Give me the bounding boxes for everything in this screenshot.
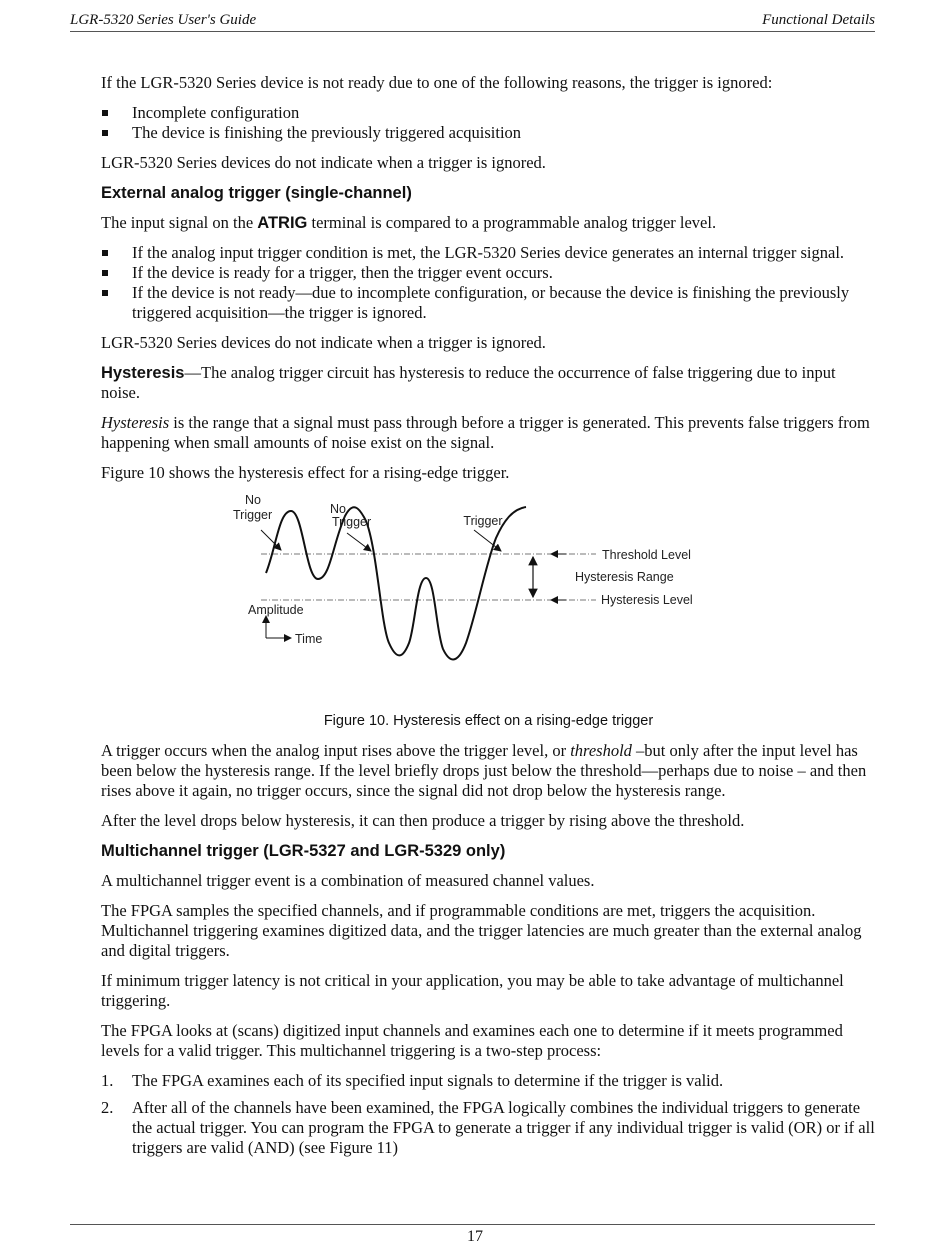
trigger-occurs-paragraph	[101, 741, 876, 801]
header-section-title: Functional Details	[762, 12, 875, 28]
multichannel-heading: Multichannel trigger (LGR-5327 and LGR-5329 only)	[101, 842, 506, 860]
list-item: Incomplete configuration	[101, 103, 876, 123]
step-text: The FPGA examines each of its specified input signals to determine if the trigger is valid.	[132, 1071, 724, 1090]
threshold-level-label: Threshold Level	[602, 548, 691, 562]
step-number: 1.	[101, 1071, 114, 1090]
hysteresis-definition-paragraph	[101, 413, 876, 453]
multichannel-paragraph-1: A multichannel trigger event is a combination of measured channel values.	[101, 871, 595, 890]
trigger-label: Trigger	[463, 514, 503, 528]
hysteresis-range-label: Hysteresis Range	[575, 570, 674, 584]
occurs-text-after: –but only after the input level has been below the hysteresis range. If the level briefly drops just below the threshold—perhaps due to noise – and then rises above it again, no trigger occurs, since the signal did not drop below the hysteresis range.	[101, 741, 867, 800]
list-item: If the device is ready for a trigger, then the trigger event occurs.	[101, 263, 876, 283]
atrig-text-before: The input signal on the	[101, 213, 258, 232]
no-trigger-label-1b: Trigger	[233, 508, 273, 522]
multichannel-steps-list	[101, 1071, 876, 1158]
after-drop-paragraph: After the level drops below hysteresis, it can then produce a trigger by rising above the threshold.	[101, 811, 745, 830]
step-text: After all of the channels have been examined, the FPGA logically combines the individual triggers to generate the actual trigger. You can program the FPGA to generate a trigger if any individual trigger is valid (OR) or if all triggers are valid (AND) (see Figure 11)	[132, 1098, 875, 1157]
hysteresis-level-label: Hysteresis Level	[601, 593, 693, 607]
figure-reference-paragraph: Figure 10 shows the hysteresis effect for a rising-edge trigger.	[101, 463, 510, 482]
hysteresis-figure	[101, 493, 876, 711]
no-trigger-pointer-2	[347, 533, 371, 551]
list-item	[101, 1098, 876, 1158]
list-item: If the analog input trigger condition is met, the LGR-5320 Series device generates an internal trigger signal.	[101, 243, 876, 263]
hysteresis-term: Hysteresis	[101, 364, 185, 382]
threshold-term: threshold	[570, 741, 632, 760]
occurs-text-before: A trigger occurs when the analog input rises above the trigger level, or	[101, 741, 571, 760]
time-label: Time	[295, 632, 323, 646]
atrig-terminal-name: ATRIG	[257, 214, 308, 232]
page-number: 17	[467, 1228, 483, 1245]
hysteresis-diagram	[221, 493, 721, 673]
hysteresis-def-term: Hysteresis	[101, 413, 170, 432]
step-number: 2.	[101, 1098, 114, 1117]
footer-rule	[70, 1224, 875, 1225]
hysteresis-paragraph	[101, 363, 876, 403]
amplitude-label: Amplitude	[248, 603, 304, 617]
list-item: If the device is not ready—due to incomplete configuration, or because the device is finishing the previously triggered acquisition—the trigger is ignored.	[101, 283, 876, 323]
no-trigger-label-1a: No	[245, 493, 261, 507]
hysteresis-def-text: is the range that a signal must pass through before a trigger is generated. This prevents false triggers from happening when small amounts of noise exist on the signal.	[101, 413, 870, 452]
page-content	[101, 73, 876, 1168]
multichannel-paragraph-4: The FPGA looks at (scans) digitized input channels and examines each one to determine if it meets programmed levels for a valid trigger. This multichannel triggering is a two-step process:	[101, 1021, 843, 1060]
no-trigger-label-2b: Trigger	[332, 515, 372, 529]
external-analog-heading: External analog trigger (single-channel)	[101, 184, 412, 202]
no-indicate-paragraph: LGR-5320 Series devices do not indicate when a trigger is ignored.	[101, 153, 546, 172]
atrig-paragraph	[101, 213, 876, 233]
ignore-reasons-list	[101, 103, 876, 143]
ignore-intro-paragraph: If the LGR-5320 Series device is not ready due to one of the following reasons, the trigger is ignored:	[101, 73, 773, 92]
page-header	[70, 10, 875, 32]
no-indicate-paragraph-2: LGR-5320 Series devices do not indicate when a trigger is ignored.	[101, 333, 546, 352]
no-trigger-label-2a: No	[330, 502, 346, 516]
header-document-title: LGR-5320 Series User's Guide	[70, 12, 257, 28]
analog-trigger-list	[101, 243, 876, 323]
atrig-text-after: terminal is compared to a programmable analog trigger level.	[307, 213, 717, 232]
list-item	[101, 1071, 876, 1091]
hysteresis-text: —The analog trigger circuit has hysteresis to reduce the occurrence of false triggering due to input noise.	[101, 363, 836, 402]
list-item: The device is finishing the previously triggered acquisition	[101, 123, 876, 143]
trigger-pointer	[474, 530, 501, 551]
figure-caption: Figure 10. Hysteresis effect on a rising-edge trigger	[323, 713, 654, 729]
multichannel-paragraph-3: If minimum trigger latency is not critical in your application, you may be able to take advantage of multichannel triggering.	[101, 971, 844, 1010]
multichannel-paragraph-2: The FPGA samples the specified channels, and if programmable conditions are met, triggers the acquisition. Multichannel triggering examines digitized data, and the trigger latencies are much greater than the external analog and digital triggers.	[101, 901, 862, 960]
